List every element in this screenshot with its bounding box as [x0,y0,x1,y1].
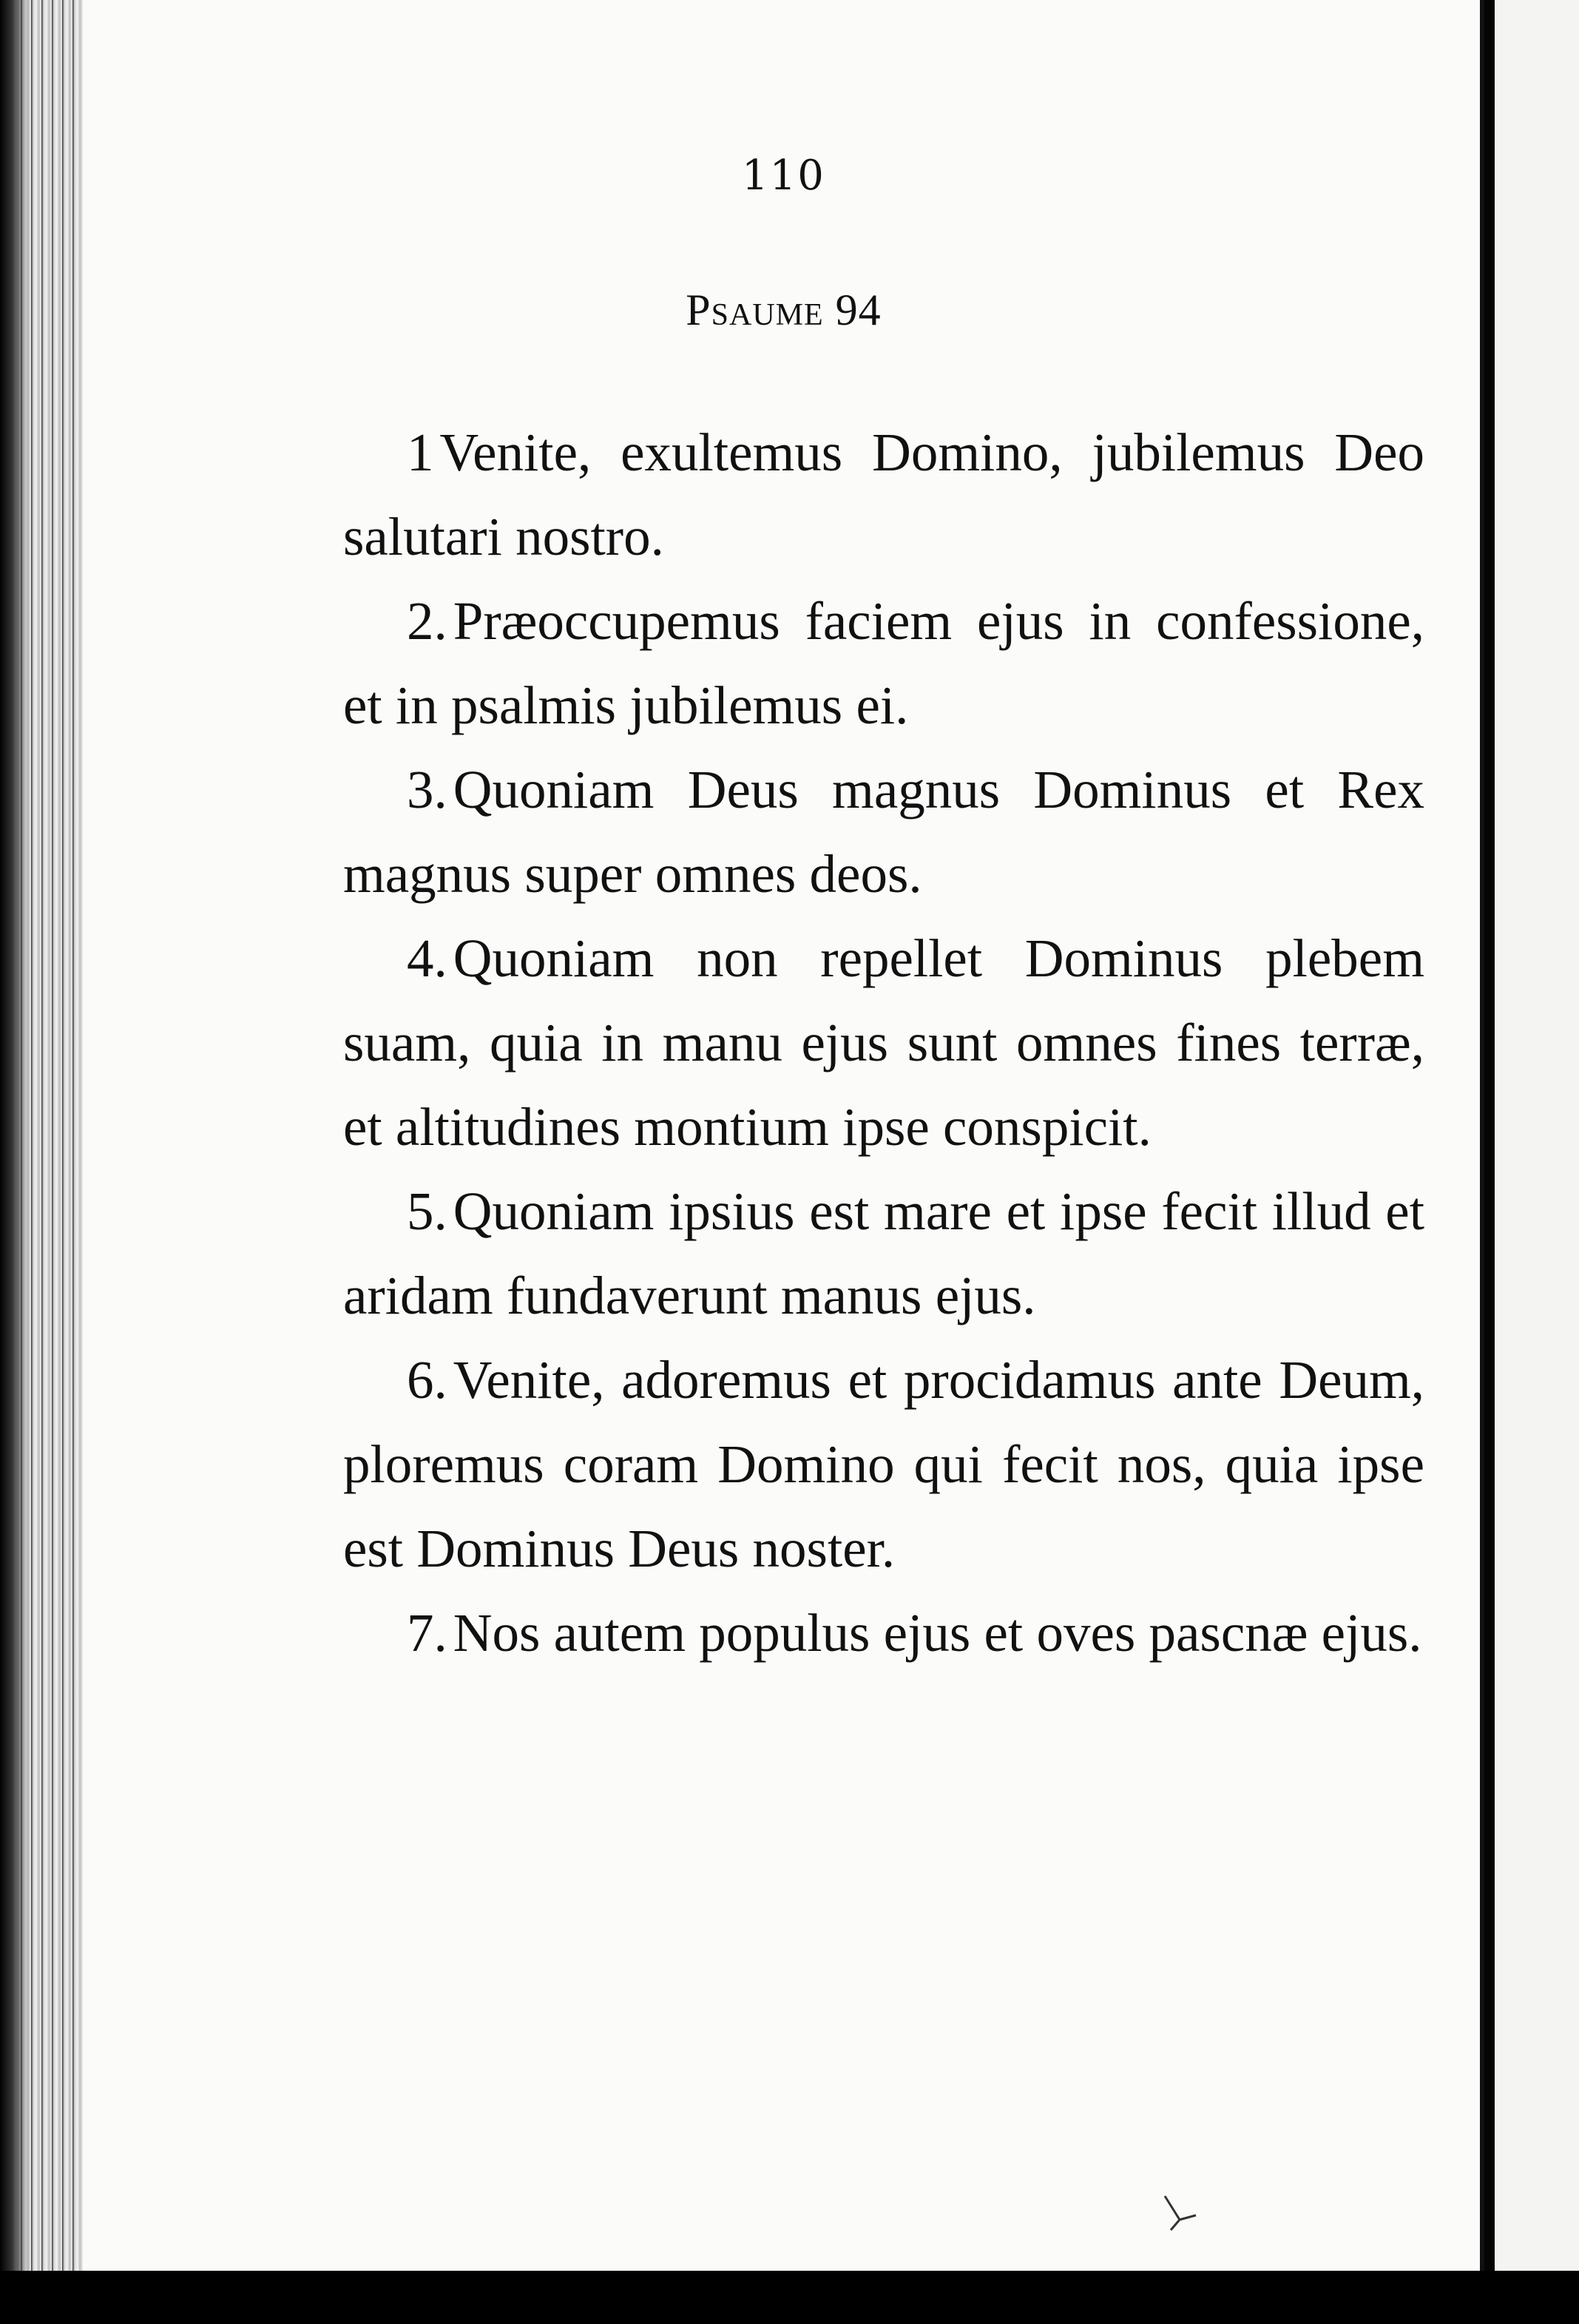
verse [343,1591,1424,1675]
verse [343,1338,1424,1591]
verse-text: Nos autem populus ejus et oves pascnæ ejus. [453,1603,1422,1663]
verse-number: 7. [407,1603,447,1663]
verse [343,748,1424,916]
verse-number: 5. [407,1181,447,1241]
verse-number: 2. [407,591,447,651]
scan-bottom-border [0,2271,1579,2324]
verse-number: 6. [407,1350,447,1410]
verse-text: Quoniam non repellet Dominus plebem suam, quia in manu ejus sunt omnes fines terræ, et altitudines montium ipse conspicit. [343,928,1424,1157]
verse [343,916,1424,1169]
psalm-title: Psaume 94 [686,286,882,334]
verse [343,411,1424,579]
verse-text: Quoniam ipsius est mare et ipse fecit illud et aridam fundaverunt manus ejus. [343,1181,1424,1325]
binding-shadow [0,0,30,2324]
book-page [83,0,1484,2271]
verse-number: 1 [407,422,434,482]
pencil-mark-icon [1159,2193,1203,2237]
page-edge-shadow [1484,0,1495,2271]
verse-number: 3. [407,760,447,820]
facing-page [1495,0,1579,2271]
verse-text: Venite, adoremus et procidamus ante Deum, ploremus coram Domino qui fecit nos, quia ipse est Dominus Deus noster. [343,1350,1424,1578]
verse [343,579,1424,748]
page-number: 110 [742,152,825,200]
verse-text: Venite, exultemus Domino, jubilemus Deo salutari nostro. [343,422,1424,567]
psalm-text [343,411,1424,1675]
verse-text: Quoniam Deus magnus Dominus et Rex magnus super omnes deos. [343,760,1424,904]
verse-text: Præoccupemus faciem ejus in confessione, et in psalmis jubilemus ei. [343,591,1424,735]
verse-number: 4. [407,928,447,988]
verse [343,1169,1424,1338]
